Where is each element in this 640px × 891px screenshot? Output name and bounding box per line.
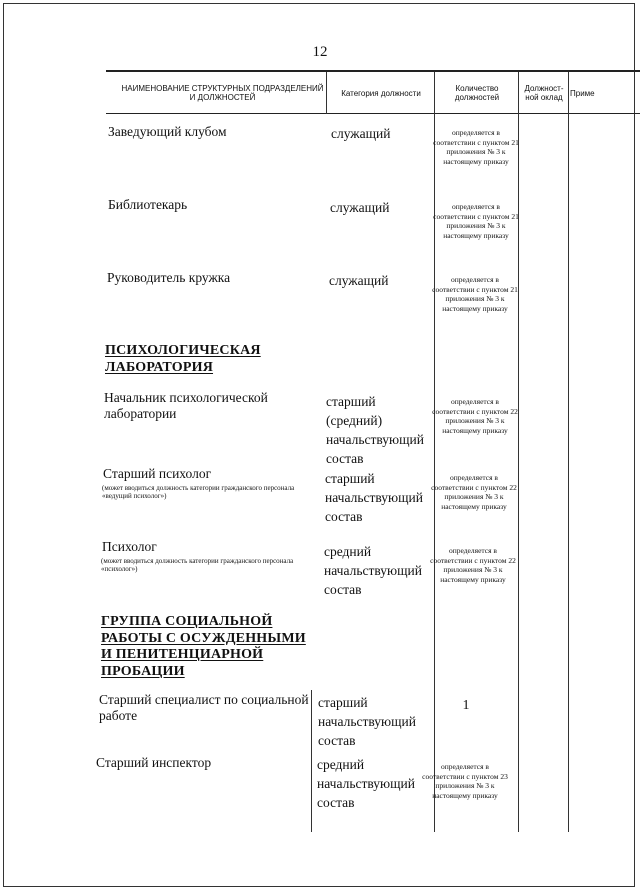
position-category: старший начальствующий состав <box>325 471 423 524</box>
header-salary-column: Должност-ной оклад <box>524 84 564 102</box>
position-note: (может вводиться должность категории гражданского персонала «ведущий психолог») <box>102 484 295 500</box>
position-title: Начальник психологической лаборатории <box>104 390 268 421</box>
position-note: (может вводиться должность категории гражданского персонала «психолог») <box>101 557 294 573</box>
header-note-column: Приме <box>570 88 595 98</box>
position-title: Руководитель кружка <box>107 270 231 285</box>
col-divider-1 <box>326 72 327 114</box>
header-category-column: Категория должности <box>341 88 421 98</box>
header-name-column: НАИМЕНОВАНИЕ СТРУКТУРНЫХ ПОДРАЗДЕЛЕНИЙ И ДОЛЖНОСТЕЙ <box>121 84 324 102</box>
position-quantity: определяется в соответствии с пунктом 22 приложения № 3 к настоящему приказу <box>432 397 518 435</box>
position-category: средний начальствующий состав <box>317 757 415 810</box>
position-title: Заведующий клубом <box>108 124 227 139</box>
position-title: Старший специалист по социальной работе <box>99 692 309 723</box>
position-quantity: определяется в соответствии с пунктом 21 приложения № 3 к настоящему приказу <box>433 128 519 166</box>
position-title: Старший инспектор <box>96 755 212 770</box>
position-category: средний начальствующий состав <box>324 544 422 597</box>
col-divider-3 <box>518 72 519 832</box>
position-category: служащий <box>329 273 389 288</box>
position-quantity: определяется в соответствии с пунктом 21 приложения № 3 к настоящему приказу <box>433 202 519 240</box>
position-title: Старший психолог <box>103 466 212 481</box>
header-bottom-rule <box>106 113 640 114</box>
section-title: ПСИХОЛОГИЧЕСКАЯ ЛАБОРАТОРИЯ <box>105 343 261 375</box>
position-category: старший (средний) начальствующий состав <box>326 394 424 466</box>
section-title: ГРУППА СОЦИАЛЬНОЙ РАБОТЫ С ОСУЖДЕННЫМИ И ПЕНИТЕНЦИАРНОЙ ПРОБАЦИИ <box>101 614 306 679</box>
header-top-rule <box>106 70 640 72</box>
position-quantity: определяется в соответствии с пунктом 23 приложения № 3 к настоящему приказу <box>422 762 508 800</box>
page-number: 12 <box>312 44 328 60</box>
position-quantity: определяется в соответствии с пунктом 21 приложения № 3 к настоящему приказу <box>432 275 518 313</box>
header-quantity-column: Количество должностей <box>454 84 500 102</box>
position-category: служащий <box>330 200 390 215</box>
position-title: Психолог <box>102 539 157 554</box>
position-category: служащий <box>331 126 391 141</box>
position-title: Библиотекарь <box>108 197 188 212</box>
position-quantity: определяется в соответствии с пунктом 22 приложения № 3 к настоящему приказу <box>430 546 516 584</box>
col-divider-4 <box>568 72 569 832</box>
col-divider-1-lower <box>311 690 312 832</box>
position-category: старший начальствующий состав <box>318 695 416 748</box>
position-quantity: определяется в соответствии с пунктом 22 приложения № 3 к настоящему приказу <box>431 473 517 511</box>
col-divider-2 <box>434 72 435 832</box>
position-quantity: 1 <box>462 698 470 713</box>
